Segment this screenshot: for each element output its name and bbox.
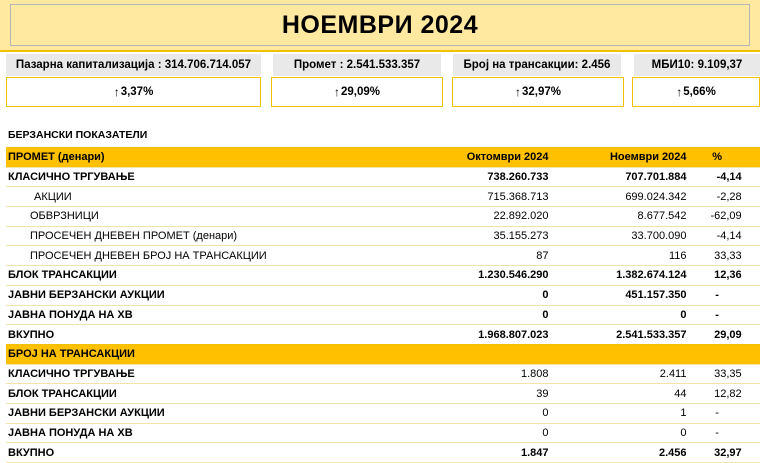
row-percent: 12,36 — [714, 269, 742, 282]
row-label: ЈАВНИ БЕРЗАНСКИ АУКЦИИ — [8, 407, 165, 420]
row-november: 0 — [680, 308, 687, 321]
row-october: 87 — [536, 249, 549, 262]
row-label: АКЦИИ — [34, 190, 72, 203]
row-october: 715.368.713 — [487, 190, 549, 203]
header-october: Октомври 2024 — [328, 148, 551, 168]
table-row-total — [6, 443, 760, 463]
row-percent: - — [715, 426, 719, 439]
table-row — [6, 187, 760, 207]
row-percent: - — [715, 308, 719, 321]
arrow-up-icon: ↑ — [514, 85, 521, 99]
row-percent: 29,09 — [714, 328, 742, 341]
table-row — [6, 403, 760, 423]
row-label: БЛОК ТРАНСАКЦИИ — [8, 269, 117, 282]
indicators-table — [6, 147, 760, 463]
table-row — [6, 266, 760, 286]
transactions-header-row — [6, 344, 760, 364]
row-november: 8.677.542 — [637, 210, 687, 223]
row-october: 0 — [542, 407, 549, 420]
table-row — [6, 226, 760, 246]
row-percent: -4,14 — [716, 230, 742, 243]
row-november: 33.700.090 — [631, 230, 687, 243]
row-label: ЈАВНИ БЕРЗАНСКИ АУКЦИИ — [8, 289, 165, 302]
transactions-change — [452, 77, 624, 107]
turnover-change-value: 29,09% — [340, 86, 380, 98]
table-row — [6, 167, 760, 187]
table-row — [6, 364, 760, 384]
row-november: 2.411 — [659, 367, 687, 380]
table-row — [6, 423, 760, 443]
arrow-up-icon: ↑ — [676, 85, 683, 99]
row-october: 1.968.807.023 — [478, 328, 549, 341]
row-label: ПРОСЕЧЕН ДНЕВЕН ПРОМЕТ (денари) — [30, 230, 238, 243]
row-percent: 12,82 — [714, 387, 742, 400]
table-row — [6, 384, 760, 404]
turnover-change — [271, 77, 443, 107]
row-label: ВКУПНО — [8, 328, 55, 341]
table-row — [6, 246, 760, 266]
row-october: 1.808 — [521, 367, 549, 380]
market-cap-label: Пазарна капитализација : 314.706.714.057 — [6, 54, 261, 76]
mbi10-change — [632, 77, 760, 107]
header-label: ПРОМЕТ (денари) — [6, 148, 328, 168]
row-percent: - — [715, 407, 719, 420]
row-october: 0 — [542, 426, 549, 439]
row-label: ЈАВНА ПОНУДА НА ХВ — [8, 426, 133, 439]
row-october: 1.847 — [521, 446, 549, 459]
page-title: НОЕМВРИ 2024 — [10, 4, 750, 46]
row-percent: 33,33 — [714, 249, 742, 262]
market-cap-change-value: 3,37% — [120, 86, 154, 98]
row-october: 39 — [536, 387, 549, 400]
header-november: Ноември 2024 — [551, 148, 689, 168]
table-row-total — [6, 325, 760, 345]
row-label: БЛОК ТРАНСАКЦИИ — [8, 387, 117, 400]
row-percent: 33,35 — [714, 367, 742, 380]
row-november: 2.541.533.357 — [616, 328, 687, 341]
row-october: 1.230.546.290 — [478, 269, 549, 282]
table-row — [6, 207, 760, 227]
row-label: КЛАСИЧНО ТРГУВАЊЕ — [8, 171, 135, 184]
row-percent: -4,14 — [716, 171, 742, 184]
row-november: 1 — [680, 407, 687, 420]
row-percent: - — [715, 289, 719, 302]
row-october: 738.260.733 — [487, 171, 549, 184]
transactions-header-label: БРОЈ НА ТРАНСАКЦИИ — [6, 344, 328, 364]
transactions-change-value: 32,97% — [521, 86, 561, 98]
row-label: ЈАВНА ПОНУДА НА ХВ — [8, 308, 133, 321]
row-october: 0 — [542, 308, 549, 321]
header-percent: % — [688, 148, 743, 168]
table-header-row — [6, 148, 760, 168]
mbi10-change-value: 5,66% — [683, 86, 716, 98]
row-label: ВКУПНО — [8, 446, 55, 459]
mbi10-label: МБИ10: 9.109,37 — [634, 54, 760, 76]
arrow-up-icon: ↑ — [333, 85, 340, 99]
row-label: ПРОСЕЧЕН ДНЕВЕН БРОЈ НА ТРАНСАКЦИИ — [30, 249, 267, 262]
row-percent: -62,09 — [710, 210, 742, 223]
row-november: 2.456 — [658, 446, 687, 459]
row-november: 1.382.674.124 — [616, 269, 687, 282]
row-label: КЛАСИЧНО ТРГУВАЊЕ — [8, 367, 135, 380]
turnover-label: Промет : 2.541.533.357 — [273, 54, 441, 76]
row-november: 707.701.884 — [625, 171, 687, 184]
market-cap-change — [6, 77, 261, 107]
row-november: 0 — [680, 426, 687, 439]
table-row — [6, 285, 760, 305]
row-november: 451.157.350 — [625, 289, 687, 302]
row-october: 35.155.273 — [493, 230, 549, 243]
row-label: ОБВРЗНИЦИ — [30, 210, 99, 223]
row-october: 0 — [542, 289, 549, 302]
table-row — [6, 305, 760, 325]
row-november: 699.024.342 — [625, 190, 687, 203]
transactions-label: Број на трансакции: 2.456 — [453, 54, 621, 76]
row-october: 22.892.020 — [493, 210, 549, 223]
row-percent: 32,97 — [714, 446, 742, 459]
row-percent: -2,28 — [716, 190, 742, 203]
row-november: 44 — [674, 387, 687, 400]
row-november: 116 — [668, 249, 687, 262]
arrow-up-icon: ↑ — [113, 85, 120, 99]
section-title: БЕРЗАНСКИ ПОКАЗАТЕЛИ — [8, 129, 148, 141]
title-bar — [0, 0, 760, 52]
